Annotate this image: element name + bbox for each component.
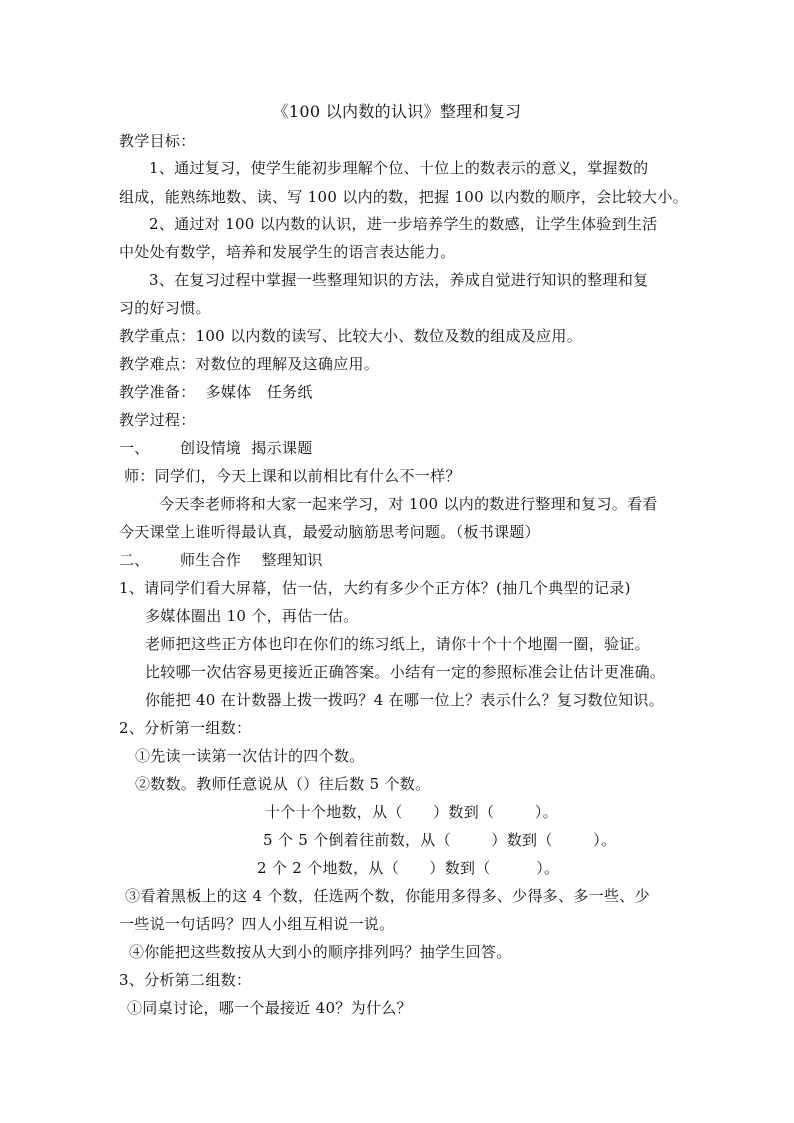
text-line: ①先读一读第一次估计的四个数。 [135, 747, 365, 765]
text-line: 今天课堂上谁听得最认真，最爱动脑筋思考问题。（板书课题） [119, 523, 540, 541]
text-line: 1、通过复习，使学生能初步理解个位、十位上的数表示的意义，掌握数的 [149, 159, 649, 177]
text-line: 比较哪一次估容易更接近正确答案。小结有一定的参照标准会让估计更准确。 [145, 663, 666, 681]
text-line: 一些说一句话吗？四人小组互相说一说。 [119, 915, 395, 933]
text-line: ④你能把这些数按从大到小的顺序排列吗？抽学生回答。 [129, 943, 512, 961]
heading-process: 教学过程： [119, 411, 196, 429]
heading-preparation: 教学准备： 多媒体 任务纸 [119, 383, 313, 401]
section-heading-one: 一、 创设情境 揭示课题 [119, 439, 313, 457]
text-line: 组成，能熟练地数、读、写 100 以内的数，把握 100 以内数的顺序，会比较大小。 [119, 188, 688, 206]
text-line: ①同桌讨论，哪一个最接近 40？为什么？ [127, 999, 412, 1017]
text-line: 师：同学们，今天上课和以前相比有什么不一样？ [119, 467, 461, 485]
text-line: 3、在复习过程中掌握一些整理知识的方法，养成自觉进行知识的整理和复 [149, 271, 649, 289]
text-line: 十个十个地数，从（ ）数到（ ）。 [265, 803, 558, 821]
heading-difficulties: 教学难点：对数位的理解及这确应用。 [119, 355, 380, 373]
text-line: 今天李老师将和大家一起来学习，对 100 以内的数进行整理和复习。看看 [159, 495, 658, 513]
section-heading-two: 二、 师生合作 整理知识 [119, 551, 323, 569]
text-line: 多媒体圈出 10 个，再估一估。 [145, 607, 359, 625]
text-line: 1、请同学们看大屏幕，估一估，大约有多少个正方体？(抽几个典型的记录) [119, 579, 631, 597]
document-title: 《100 以内数的认识》整理和复习 [272, 102, 522, 121]
text-line: 习的好习惯。 [119, 299, 211, 317]
text-line: 2、通过对 100 以内数的认识，进一步培养学生的数感，让学生体验到生活 [149, 215, 658, 233]
text-line: 2 个 2 个地数，从（ ）数到（ ）。 [257, 859, 560, 877]
text-line: 2、分析第一组数： [119, 719, 252, 737]
text-line: 中处处有数学，培养和发展学生的语言表达能力。 [119, 243, 456, 261]
text-line: 老师把这些正方体也印在你们的练习纸上，请你十个十个地圈一圈，验证。 [145, 635, 650, 653]
text-line: 你能把 40 在计数器上拨一拨吗？4 在哪一位上？表示什么？复习数位知识。 [145, 691, 665, 709]
text-line: ②数数。教师任意说从（）往后数 5 个数。 [135, 775, 431, 793]
text-line: 5 个 5 个倒着往前数，从（ ）数到（ ）。 [263, 831, 617, 849]
text-line: ③看着黑板上的这 4 个数，任选两个数，你能用多得多、少得多、多一些、少 [125, 887, 650, 905]
heading-key-points: 教学重点：100 以内数的读写、比较大小、数位及数的组成及应用。 [119, 327, 583, 345]
text-line: 3、分析第二组数： [119, 971, 252, 989]
heading-objectives: 教学目标： [119, 132, 196, 150]
